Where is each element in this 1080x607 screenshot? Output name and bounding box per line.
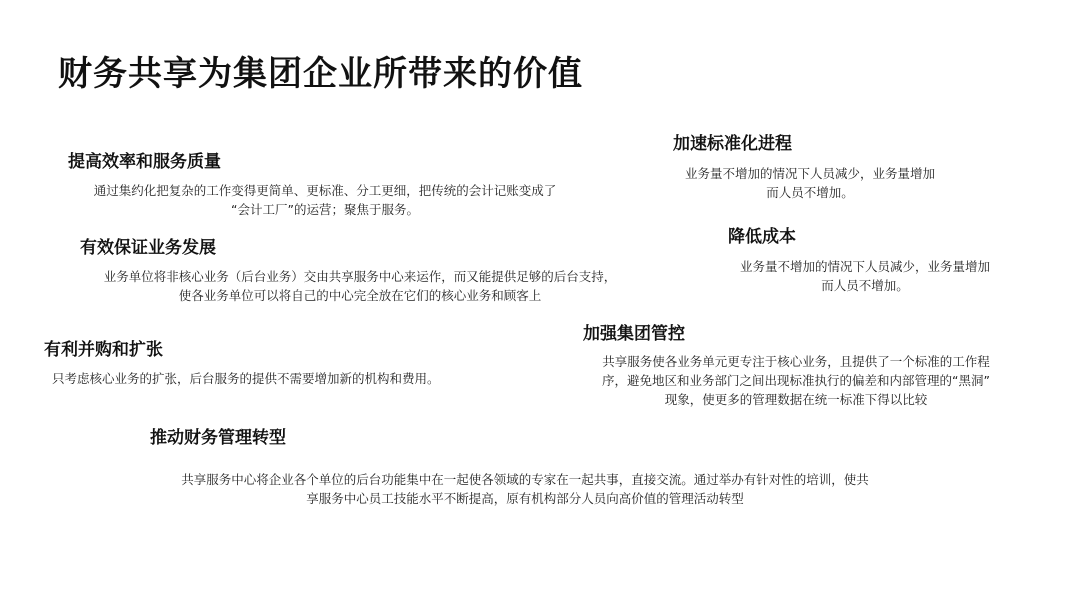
item-description bbox=[60, 267, 660, 305]
description-line: 现象，使更多的管理数据在统一标准下得以比较 bbox=[664, 392, 928, 407]
description-line: 使各业务单位可以将自己的中心完全放在它们的核心业务和顾客上 bbox=[178, 288, 542, 303]
description-line: 通过集约化把复杂的工作变得更简单、更标准、分工更细，把传统的会计记账变成了 bbox=[93, 183, 557, 198]
value-item-efficiency bbox=[68, 147, 221, 172]
description-line: 业务单位将非核心业务（后台业务）交由共享服务中心来运作，而又能提供足够的后台支持， bbox=[103, 269, 617, 284]
item-description bbox=[120, 470, 930, 508]
item-heading: 降低成本 bbox=[728, 227, 796, 247]
item-heading: 加速标准化进程 bbox=[673, 134, 792, 154]
item-heading: 有效保证业务发展 bbox=[80, 238, 216, 258]
item-heading: 推动财务管理转型 bbox=[150, 428, 286, 448]
item-heading: 加强集团管控 bbox=[583, 324, 685, 344]
value-item-transformation bbox=[150, 423, 286, 448]
item-heading: 有利并购和扩张 bbox=[44, 340, 163, 360]
description-line: “会计工厂”的运营；聚焦于服务。 bbox=[231, 202, 419, 217]
item-heading: 提高效率和服务质量 bbox=[68, 152, 221, 172]
item-description bbox=[568, 352, 1024, 409]
value-item-cost-reduction bbox=[728, 222, 796, 247]
description-line: 序，避免地区和业务部门之间出现标准执行的偏差和内部管理的“黑洞” bbox=[602, 373, 990, 388]
value-item-expansion bbox=[44, 335, 163, 360]
description-line: 业务量不增加的情况下人员减少，业务量增加 bbox=[684, 166, 935, 181]
item-description bbox=[660, 164, 960, 202]
item-description bbox=[715, 257, 1015, 295]
slide-title: 财务共享为集团企业所带来的价值 bbox=[58, 54, 583, 94]
value-item-business-development bbox=[80, 233, 216, 258]
item-description bbox=[60, 181, 590, 219]
description-line: 而人员不增加。 bbox=[766, 185, 854, 200]
description-line: 只考虑核心业务的扩张，后台服务的提供不需要增加新的机构和费用。 bbox=[52, 371, 440, 386]
description-line: 共享服务使各业务单元更专注于核心业务，且提供了一个标准的工作程 bbox=[602, 354, 990, 369]
description-line: 共享服务中心将企业各个单位的后台功能集中在一起使各领域的专家在一起共事，直接交流。通过举办有针对性的培训，使共 bbox=[181, 472, 869, 487]
description-line: 享服务中心员工技能水平不断提高，原有机构部分人员向高价值的管理活动转型 bbox=[306, 491, 744, 506]
description-line: 业务量不增加的情况下人员减少，业务量增加 bbox=[739, 259, 990, 274]
description-line: 而人员不增加。 bbox=[821, 278, 909, 293]
value-item-standardization bbox=[673, 129, 792, 154]
value-item-group-control bbox=[583, 319, 685, 344]
item-description bbox=[52, 369, 440, 388]
